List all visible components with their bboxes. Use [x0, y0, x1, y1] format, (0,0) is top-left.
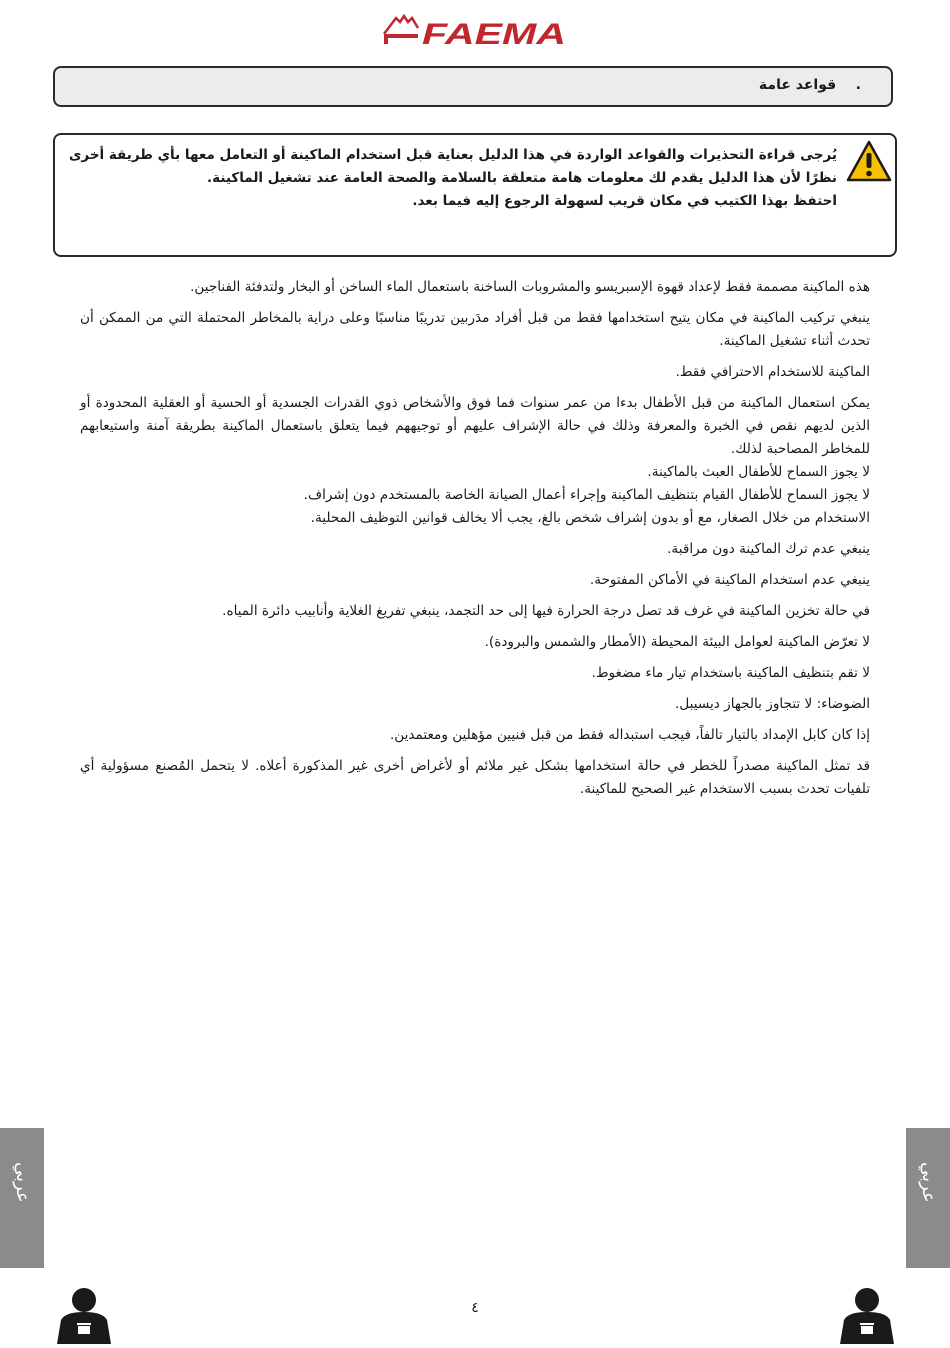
language-tab-label: عربي — [12, 1162, 33, 1203]
paragraph: ينبغي تركيب الماكينة في مكان يتيح استخدامها فقط من قبل أفراد مدَربين تدريبًا مناسبًا وعلى دراية بالمخاطر المحتملة التي من الممكن أن تحدث أثناء تشغيل الماكينة. — [80, 310, 870, 349]
faema-logo — [382, 14, 568, 48]
paragraph: هذه الماكينة مصممة فقط لإعداد قهوة الإسبريسو والمشروبات الساخنة باستعمال الماء الساخن أو البخار ولتدفئة الفناجين. — [190, 279, 870, 295]
paragraph: ينبغي عدم ترك الماكينة دون مراقبة. — [667, 541, 870, 557]
paragraph: لا تعرّض الماكينة لعوامل البيئة المحيطة (الأمطار والشمس والبرودة). — [484, 634, 870, 650]
rules-body — [80, 276, 870, 809]
page-number: ٤ — [471, 1300, 479, 1316]
language-tab-left — [0, 1128, 44, 1268]
section-number: . — [855, 77, 861, 93]
paragraph: لا تقم بتنظيف الماكينة باستخدام تيار ماء مضغوط. — [591, 665, 870, 681]
section-title-text: قواعد عامة — [758, 77, 837, 93]
warning-triangle-icon — [846, 139, 892, 183]
warning-line: يُرجى قراءة التحذيرات والقواعد الواردة في هذا الدليل بعناية قبل استخدام الماكينة أو التعامل معها بأي طريقة أخرى نظرًا لأن هذا الدليل يقدم لك معلومات هامة متعلقة بالسلامة والصحة العامة عند تشغيل الماكينة. — [69, 147, 837, 186]
language-tab-label: عربي — [918, 1162, 939, 1203]
language-tab-right — [906, 1128, 950, 1268]
paragraph: إذا كان كابل الإمداد بالتيار تالفاً، فيجب استبداله فقط من قبل فنيين مؤهلين ومعتمدين. — [389, 727, 870, 743]
paragraph: ينبغي عدم استخدام الماكينة في الأماكن المفتوحة. — [589, 572, 870, 588]
paragraph: الضوضاء: لا تتجاوز بالجهاز ديسيبل. — [675, 696, 870, 712]
paragraph: لا يجوز السماح للأطفال القيام بتنظيف الماكينة وإجراء أعمال الصيانة الخاصة بالمستخدم دون إشراف. — [303, 487, 870, 503]
paragraph: الاستخدام من خلال الصغار، مع أو بدون إشراف شخص بالغ، يجب ألا يخالف قوانين التوظيف المحلية. — [310, 510, 870, 526]
warning-line: احتفظ بهذا الكتيب في مكان قريب لسهولة الرجوع إليه فيما بعد. — [412, 193, 837, 209]
paragraph: قد تمثل الماكينة مصدراً للخطر في حالة استخدامها بشكل غير ملائم أو لأغراض أخرى غير المذكورة أعلاه. لا يتحمل المُصنع مسؤولية أي تلفيات تحدث بسبب الاستخدام غير الصحيح للماكينة. — [80, 758, 870, 797]
section-title — [759, 77, 861, 93]
paragraph: في حالة تخزين الماكينة في غرف قد تصل درجة الحرارة فيها إلى حد التجمد، ينبغي تفريغ الغلاية وأنابيب دائرة المياه. — [222, 603, 870, 619]
paragraph: يمكن استعمال الماكينة من قبل الأطفال بدءا من عمر سنوات فما فوق والأشخاص ذوي القدرات الجسدية أو الحسية أو العقلية المحدودة أو الذين لديهم نقص في الخبرة والمعرفة وذلك في حالة الإشراف عليهم أو توجيههم فيما يتعلق باستعمال الماكينة بطريقة آمنة واستيعابهم للمخاطر المصاحبة لذلك. — [80, 395, 870, 457]
warning-box — [53, 133, 897, 257]
logo-text: FAEMA — [422, 18, 566, 48]
paragraph: الماكينة للاستخدام الاحترافي فقط. — [675, 364, 870, 380]
section-header — [53, 66, 893, 107]
warning-text — [61, 144, 837, 213]
paragraph: لا يجوز السماح للأطفال العبث بالماكينة. — [647, 464, 870, 480]
